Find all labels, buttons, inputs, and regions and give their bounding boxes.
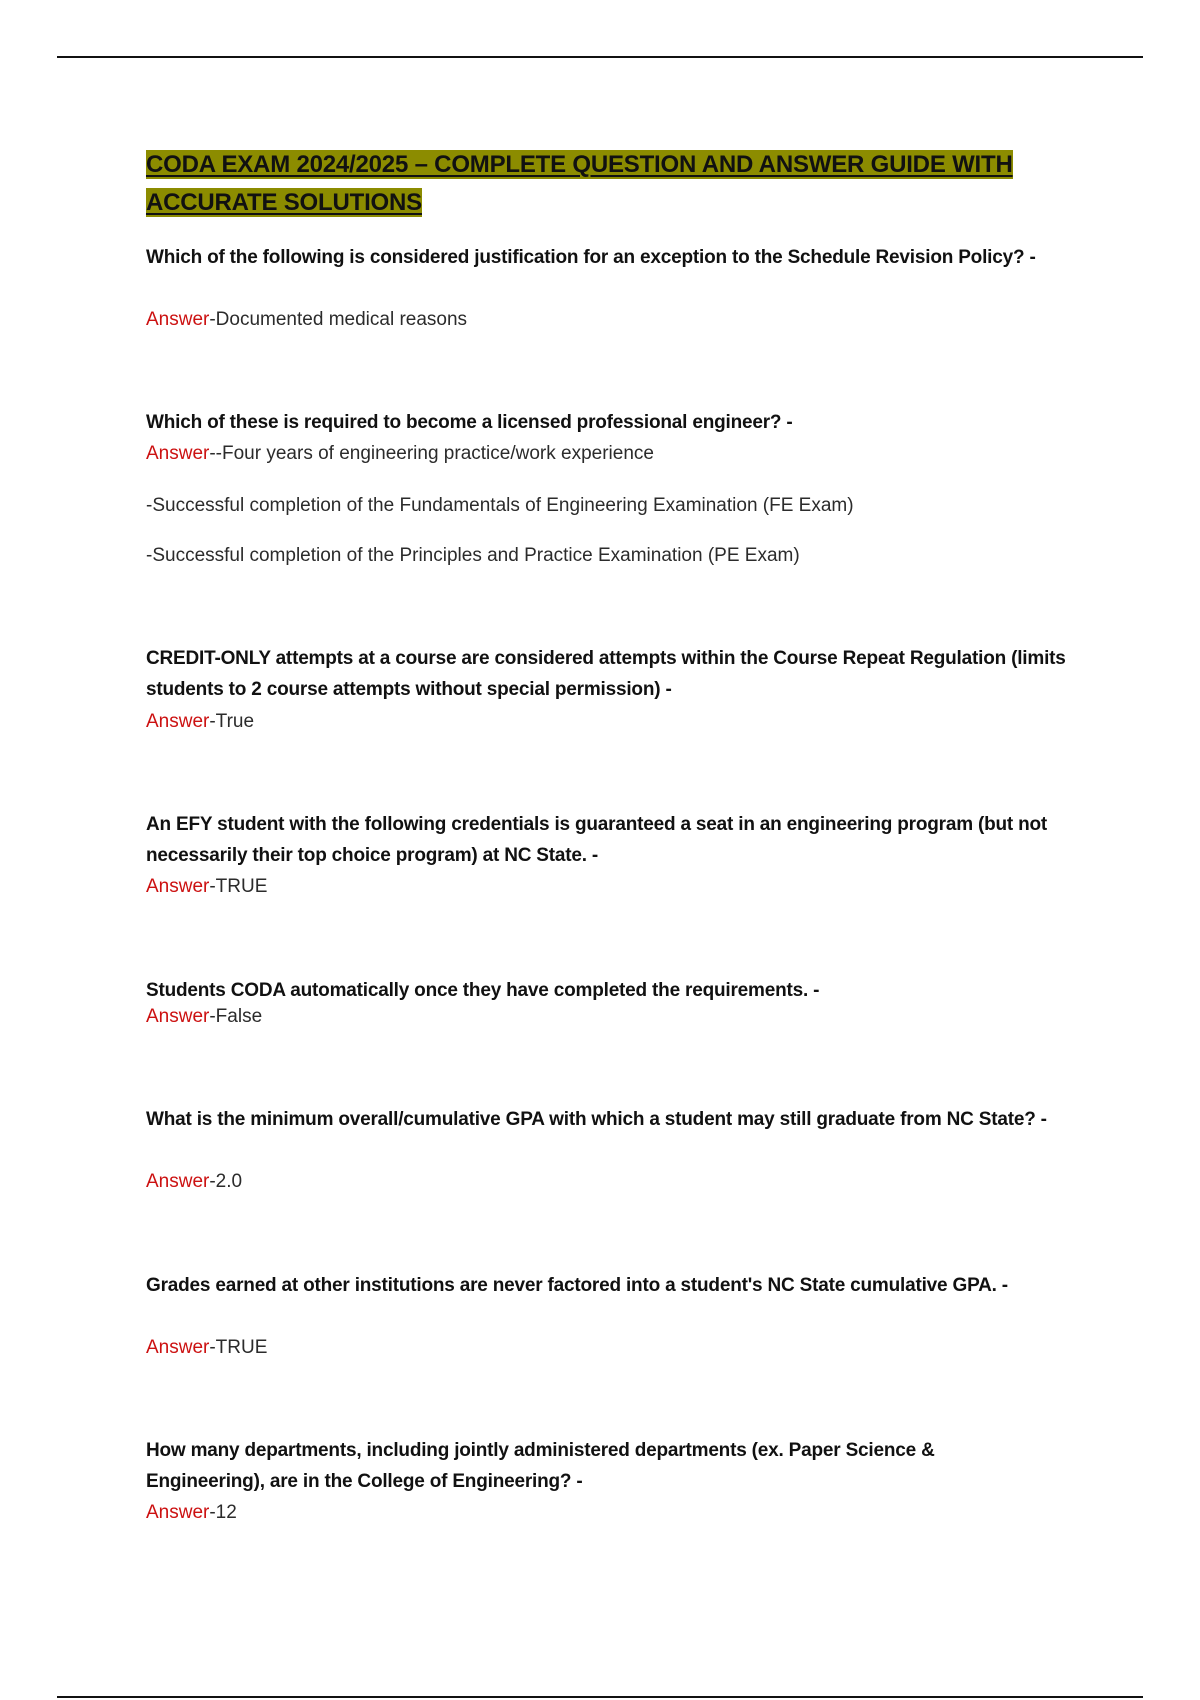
- answer-8: [146, 1500, 237, 1526]
- question-7: Grades earned at other institutions are never factored into a student's NC State cumulative GPA. -: [146, 1275, 1008, 1296]
- answer-5: [146, 1004, 262, 1030]
- answer-text: -TRUE: [209, 1337, 268, 1358]
- question-1: Which of the following is considered justification for an exception to the Schedule Revision Policy? -: [146, 247, 1036, 268]
- answer-text: -False: [209, 1006, 263, 1027]
- answer-2-extra-line-1: -Successful completion of the Fundamentals of Engineering Examination (FE Exam): [146, 495, 854, 516]
- document-title: [146, 146, 1046, 222]
- question-6: What is the minimum overall/cumulative GPA with which a student may still graduate from NC State? -: [146, 1109, 1047, 1130]
- answer-text: -Documented medical reasons: [209, 309, 468, 330]
- answer-text: -2.0: [209, 1171, 243, 1192]
- answer-label: Answer: [146, 711, 210, 732]
- answer-text: --Four years of engineering practice/work experience: [209, 443, 654, 464]
- top-rule: [57, 56, 1143, 58]
- answer-6: [146, 1169, 242, 1195]
- answer-text: -12: [209, 1502, 237, 1523]
- answer-label: Answer: [146, 309, 210, 330]
- answer-text: -TRUE: [209, 876, 268, 897]
- answer-2-extra-line-2: -Successful completion of the Principles and Practice Examination (PE Exam): [146, 545, 800, 566]
- answer-label: Answer: [146, 876, 210, 897]
- question-5: Students CODA automatically once they have completed the requirements. -: [146, 980, 820, 1001]
- answer-1: [146, 307, 467, 333]
- answer-3: [146, 709, 254, 735]
- answer-7: [146, 1335, 267, 1361]
- answer-label: Answer: [146, 1171, 210, 1192]
- question-3: CREDIT-ONLY attempts at a course are considered attempts within the Course Repeat Regulation (limits students to 2 course attempts without special permission) -: [146, 648, 1066, 700]
- answer-label: Answer: [146, 1502, 210, 1523]
- question-8: How many departments, including jointly administered departments (ex. Paper Science & Engineering), are in the College of Engineering? -: [146, 1440, 935, 1492]
- document-title-text: CODA EXAM 2024/2025 – COMPLETE QUESTION AND ANSWER GUIDE WITH ACCURATE SOLUTIONS: [146, 151, 1013, 216]
- bottom-rule: [57, 1696, 1143, 1698]
- answer-label: Answer: [146, 443, 210, 464]
- answer-label: Answer: [146, 1006, 210, 1027]
- question-4: An EFY student with the following credentials is guaranteed a seat in an engineering program (but not necessarily their top choice program) at NC State. -: [146, 814, 1048, 866]
- answer-4: [146, 874, 267, 900]
- answer-text: -True: [209, 711, 255, 732]
- answer-2: [146, 441, 654, 467]
- question-2: Which of these is required to become a licensed professional engineer? -: [146, 412, 793, 433]
- answer-label: Answer: [146, 1337, 210, 1358]
